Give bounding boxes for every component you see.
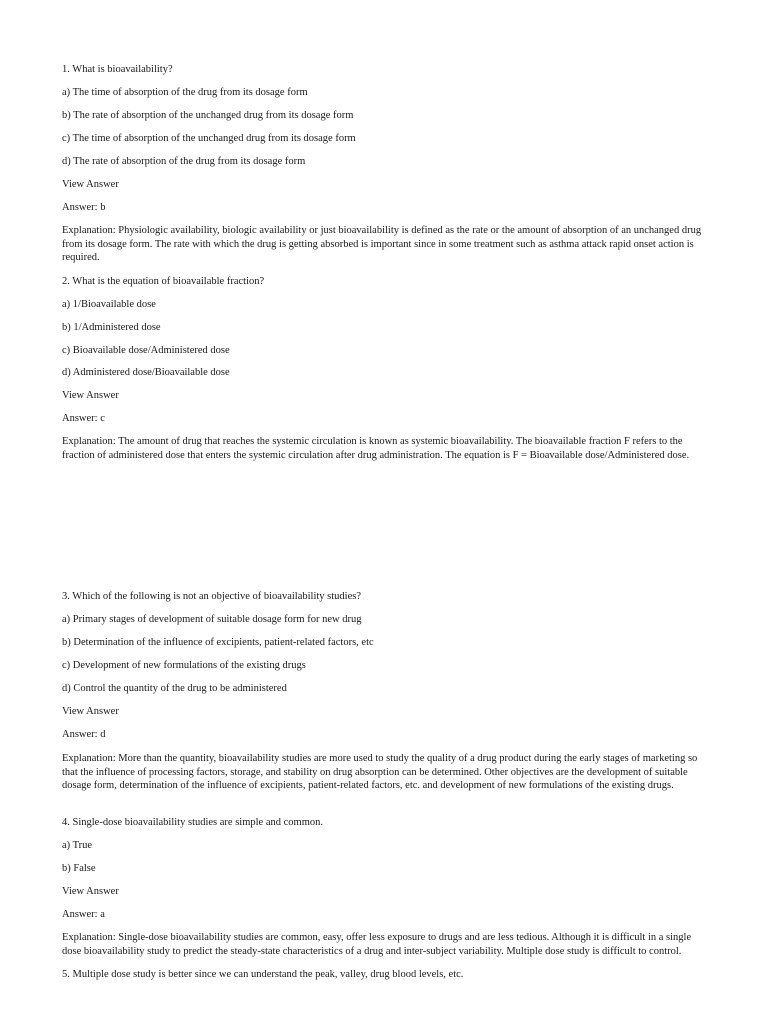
q2-option-a: a) 1/Bioavailable dose bbox=[62, 299, 156, 310]
q4-option-a: a) True bbox=[62, 840, 93, 851]
q3-option-a: a) Primary stages of development of suitable dosage form for new drug bbox=[62, 614, 362, 625]
q4-answer: Answer: a bbox=[62, 909, 105, 920]
question-2: 2. What is the equation of bioavailable fraction? bbox=[62, 276, 265, 287]
question-4: 4. Single-dose bioavailability studies are simple and common. bbox=[62, 817, 323, 828]
q1-option-c: c) The time of absorption of the unchanged drug from its dosage form bbox=[62, 133, 356, 144]
q1-answer: Answer: b bbox=[62, 202, 106, 213]
q2-option-c: c) Bioavailable dose/Administered dose bbox=[62, 345, 230, 356]
q2-explanation: Explanation: The amount of drug that reaches the systemic circulation is known as systemic bioavailability. The bioavailable fraction F refers to the fraction of administered dose that enters the systemic circulation after drug administration. The equation is F = Bioavailable dose/Administered dose. bbox=[62, 436, 690, 461]
q1-explanation: Explanation: Physiologic availability, biologic availability or just bioavailability is defined as the rate or the amount of absorption of an unchanged drug from its dosage form. The rate with which the drug is getting absorbed is important since in some treatment such as asthma attack rapid onset action is required. bbox=[62, 225, 702, 263]
q1-view-answer-link[interactable]: View Answer bbox=[62, 179, 119, 190]
q1-option-d: d) The rate of absorption of the drug from its dosage form bbox=[62, 156, 306, 167]
q1-option-b: b) The rate of absorption of the unchanged drug from its dosage form bbox=[62, 110, 354, 121]
q2-view-answer-link[interactable]: View Answer bbox=[62, 390, 119, 401]
q3-option-b: b) Determination of the influence of excipients, patient-related factors, etc bbox=[62, 637, 374, 648]
q4-view-answer-link[interactable]: View Answer bbox=[62, 886, 119, 897]
question-5: 5. Multiple dose study is better since we can understand the peak, valley, drug blood levels, etc. bbox=[62, 969, 464, 980]
q4-option-b: b) False bbox=[62, 863, 96, 874]
q3-answer: Answer: d bbox=[62, 729, 106, 740]
q1-option-a: a) The time of absorption of the drug from its dosage form bbox=[62, 87, 308, 98]
q3-explanation: Explanation: More than the quantity, bioavailability studies are more used to study the quality of a drug product during the early stages of marketing so that the influence of processing factors, storage, and stability on drug absorption can be determined. Other objectives are the development of suitable dosage form, determination of the influence of excipients, patient-related factors, etc. and development of new formulations of the existing drugs. bbox=[62, 753, 698, 791]
q3-view-answer-link[interactable]: View Answer bbox=[62, 706, 119, 717]
question-3: 3. Which of the following is not an objective of bioavailability studies? bbox=[62, 591, 361, 602]
q2-option-d: d) Administered dose/Bioavailable dose bbox=[62, 367, 230, 378]
q2-option-b: b) 1/Administered dose bbox=[62, 322, 161, 333]
q2-answer: Answer: c bbox=[62, 413, 105, 424]
question-1: 1. What is bioavailability? bbox=[62, 64, 173, 75]
q4-explanation: Explanation: Single-dose bioavailability studies are common, easy, offer less exposure to drugs and are less tedious. Although it is difficult in a single dose bioavailability study to predict the steady-state characteristics of a drug and inter-subject variability. Multiple dose study is difficult to control. bbox=[62, 932, 692, 957]
q3-option-d: d) Control the quantity of the drug to be administered bbox=[62, 683, 287, 694]
q3-option-c: c) Development of new formulations of the existing drugs bbox=[62, 660, 306, 671]
